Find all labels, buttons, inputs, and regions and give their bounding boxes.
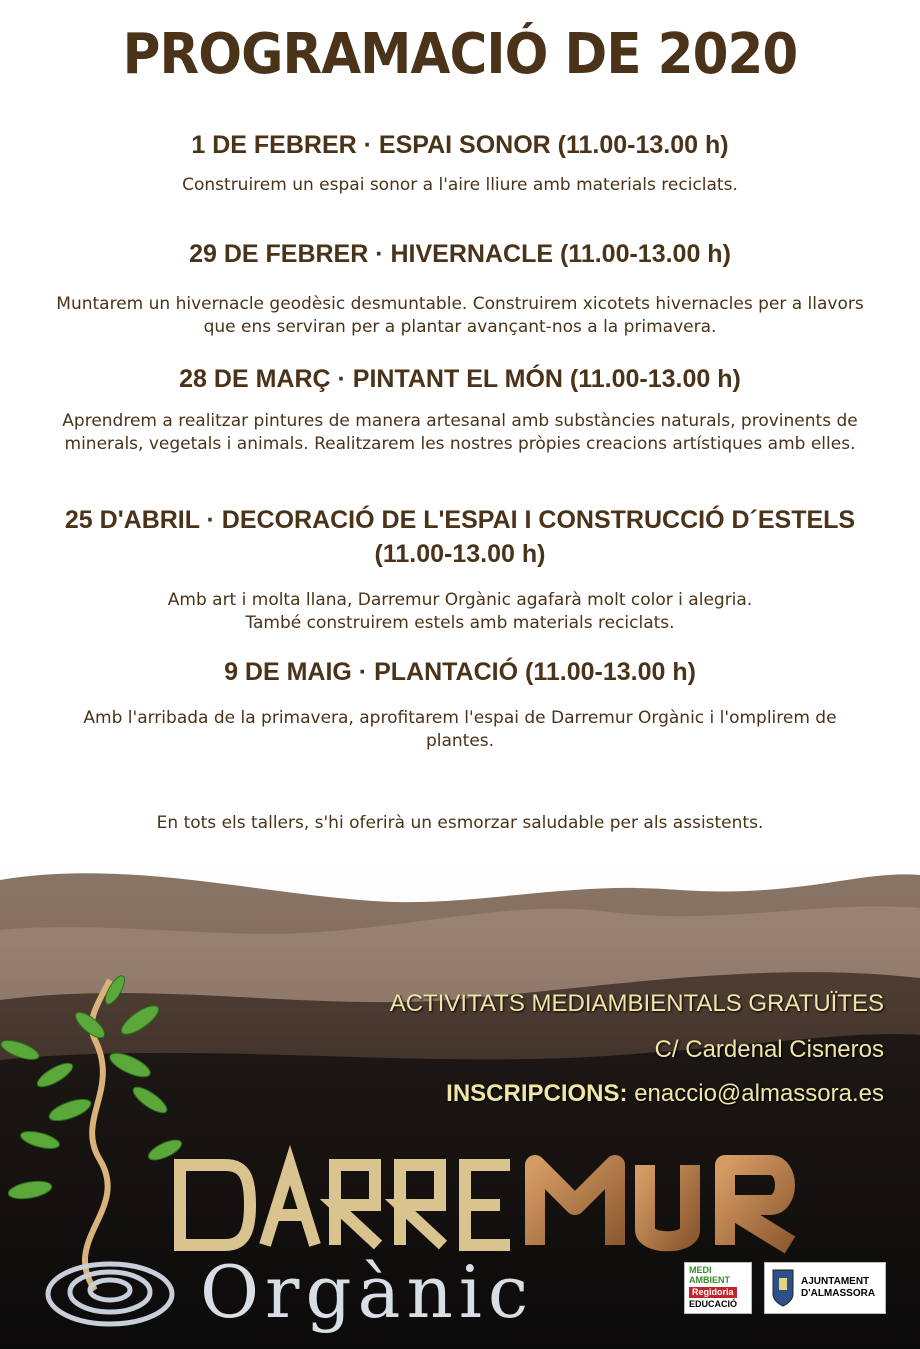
event-plantacio [40,655,880,753]
event-description: Muntarem un hivernacle geodèsic desmuntable. Construirem xicotets hivernacles per a llavors que ens serviran per a plantar avançant-nos a la primavera. [56,294,864,337]
event-heading: 9 DE MAIG · PLANTACIÓ (11.00-13.00 h) [224,658,696,686]
breakfast-note: En tots els tallers, s'hi oferirà un esmorzar saludable per als assistents. [156,813,764,833]
event-heading: 25 D'ABRIL · DECORACIÓ DE L'ESPAI I CONSTRUCCIÓ D´ESTELS (11.00-13.00 h) [64,506,856,568]
coat-of-arms-icon [771,1268,795,1308]
inscriptions-label: INSCRIPCIONS: [446,1080,628,1107]
page-title: PROGRAMACIÓ DE 2020 [122,22,798,87]
event-description: Amb art i molta llana, Darremur Orgànic agafarà molt color i alegria. També construirem estels amb materials reciclats. [167,590,753,633]
logo-line: Regidoria [689,1287,737,1298]
event-heading: 1 DE FEBRER · ESPAI SONOR (11.00-13.00 h) [191,131,729,159]
brand-word-part2 [235,1160,272,1179]
event-heading: 29 DE FEBRER · HIVERNACLE (11.00-13.00 h) [189,240,731,268]
ajuntament-logo [764,1262,886,1314]
logo-line: D'ALMASSORA [801,1288,876,1299]
inscriptions-email[interactable]: enaccio@almassora.es [634,1080,884,1107]
inscriptions-line [446,1080,884,1108]
address-text: C/ Cardenal Cisneros [654,1036,884,1063]
event-heading: 28 DE MARÇ · PINTANT EL MÓN (11.00-13.00 h) [179,365,741,393]
activities-text: ACTIVITATS MEDIAMBIENTALS GRATUÏTES [389,990,884,1017]
event-espai-sonor [40,128,880,197]
logo-line: MEDI [689,1265,712,1275]
logo-line: AMBIENT [689,1275,730,1285]
event-description: Amb l'arribada de la primavera, aprofitarem l'espai de Darremur Orgànic i l'omplirem de plantes. [83,708,837,751]
brand-subtitle: Orgànic [200,1250,535,1334]
event-description: Construirem un espai sonor a l'aire lliure amb materials reciclats. [182,175,738,195]
logo-line: EDUCACIÓ [689,1299,738,1309]
event-decoracio [40,503,880,635]
brand-word-part1 [180,1160,235,1179]
event-hivernacle [40,237,880,339]
logo-line: AJUNTAMENT [801,1276,870,1287]
medi-ambient-logo [684,1262,752,1314]
event-description: Aprendrem a realitzar pintures de manera artesanal amb substàncies naturals, provinents de minerals, vegetals i animals. Realitzarem les nostres pròpies creacions artístiques amb elles. [62,411,858,454]
event-pintant-el-mon [40,362,880,456]
